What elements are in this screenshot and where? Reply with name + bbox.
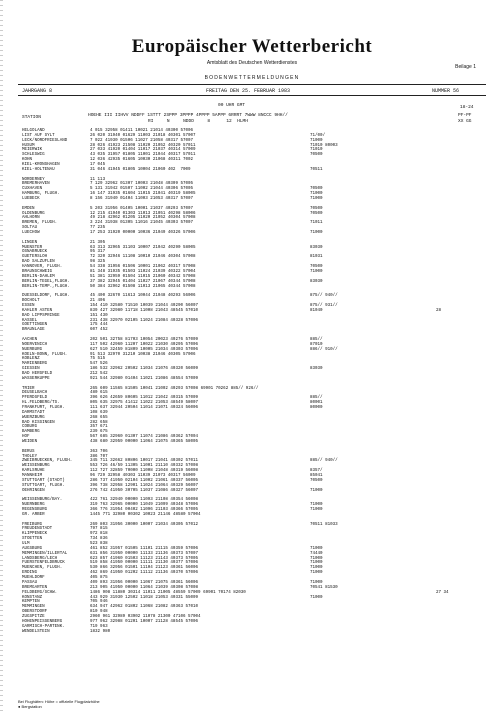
observation-codes: 921 544 32980 01404 11021 21086 48554 57009 — [90, 376, 199, 381]
station-name: BERLIN-DAHLEM — [22, 274, 55, 279]
station-name: ESSEN — [22, 303, 35, 308]
station-name: STOETTEN — [22, 537, 43, 542]
observation-codes: 212 542 — [90, 371, 108, 376]
station-table — [22, 129, 492, 634]
station-name: GARMISCH-PARTENK. — [22, 624, 65, 629]
observation-codes: 54 338 31956 01506 10001 21062 40317 57008 — [90, 265, 196, 270]
station-name: LECK/NORDFRIESLAND — [22, 138, 68, 143]
observation-time: 00 UHR GMT — [218, 103, 246, 108]
station-name: OBERSTDORF — [22, 610, 48, 615]
observation-codes: 810 948 — [90, 610, 108, 615]
observation-codes: 269 803 31956 30000 10007 21034 40305 57012 — [90, 522, 199, 527]
station-name: ULM — [22, 542, 30, 547]
station-name: KONSTANZ — [22, 595, 43, 600]
station-name: BREMGARTEN — [22, 585, 48, 590]
station-name: MEMMINGEN/ILLERTAL — [22, 551, 68, 556]
nummer: NUMMER 56 — [432, 88, 460, 94]
station-name: OSNABRUECK — [22, 250, 48, 255]
station-name: FUERSTENFELDBRUCK — [22, 561, 65, 566]
station-name: LANDSBERG/LECH — [22, 556, 58, 561]
station-name: NUERNBERG — [22, 503, 45, 508]
station-name: HELGOLAND — [22, 129, 45, 133]
divider-header — [18, 95, 486, 96]
supplementary-codes: 71000 — [310, 231, 323, 236]
observation-codes: 805 635 32975 41412 11022 21053 48549 58007 — [90, 401, 199, 406]
station-name: KEMPTEN — [22, 600, 40, 605]
supplementary-codes: 71000 — [310, 503, 323, 508]
supplementary-codes: 71000 — [310, 595, 323, 600]
station-name: KLIPPENECK — [22, 532, 48, 537]
station-name: KIEL-KRONSHAGEN — [22, 163, 60, 168]
supplementary-codes: 80000 — [310, 405, 323, 410]
station-name: BRAUNLAGE — [22, 328, 45, 333]
observation-codes: 422 761 32940 00000 11093 21108 40354 56008 — [90, 498, 199, 503]
station-name: BAD HERSFELD — [22, 371, 53, 376]
supplementary-codes: 74440 — [310, 551, 323, 556]
station-name: DEUSELBACH — [22, 391, 48, 396]
station-name: MEMMINGEN — [22, 605, 45, 610]
station-name: REGENSBURG — [22, 508, 48, 513]
observation-codes: 21 406 — [90, 299, 106, 304]
station-name: MUEHLDORF — [22, 576, 45, 581]
station-name: LUEBECK — [22, 197, 40, 202]
supplementary-codes: 83030 — [310, 245, 323, 250]
table-row — [22, 630, 492, 635]
station-name: PASSAU — [22, 580, 38, 585]
footnote — [18, 700, 100, 709]
station-name: KOHN — [22, 158, 33, 163]
station-name: SCHLESWIG — [22, 153, 45, 158]
observation-codes: 2960 961 32989 03902 11078 21300 47106 57004 — [90, 614, 201, 619]
observation-codes: 553 726 46/59 11305 11001 21110 40332 57008 — [90, 464, 199, 469]
observation-codes: 523 838 — [90, 542, 108, 547]
observation-codes: 386 707 — [90, 454, 108, 459]
observation-codes: 797 815 — [90, 527, 108, 532]
station-name: OEHRINGEN — [22, 488, 45, 493]
observation-codes: 108 639 — [90, 410, 108, 415]
observation-codes: 319 763 32965 00000 11049 21099 40348 57006 — [90, 503, 199, 508]
station-name: BREMEN, FLUGH. — [22, 221, 58, 226]
observation-codes: 3 224 31938 01305 11016 21045 40303 57007 — [90, 221, 194, 226]
supplementary-codes: 71000 — [310, 192, 323, 197]
station-name: HANNOVER, FLUGH. — [22, 265, 63, 270]
supplementary-codes: 71010 — [310, 148, 323, 153]
station-name: BRAUNSCHWEIG — [22, 269, 53, 274]
station-name: CUXHAVEN — [22, 187, 43, 192]
footnote-line-2: ● Bergstation — [18, 703, 42, 709]
observation-codes: 17 253 31920 00000 10036 21049 40326 57006 — [90, 231, 196, 236]
station-name: BAMBERG — [22, 430, 40, 435]
observation-codes: 734 836 — [90, 537, 108, 542]
station-name: KASSEL — [22, 318, 38, 323]
supplementary-codes: 71000 — [310, 138, 323, 143]
station-name: HUSUM — [22, 143, 35, 148]
station-name: BAD KISSINGEN — [22, 420, 55, 425]
observation-codes: 50 384 32962 01508 11013 21065 40344 57008 — [90, 284, 196, 289]
observation-codes: 175 444 — [90, 323, 108, 328]
observation-codes: 8 156 31940 01404 11003 21053 40317 57007 — [90, 197, 194, 202]
supplementary-codes: 70500 — [310, 211, 323, 216]
observation-codes: 98 325 — [90, 260, 106, 265]
observation-codes: 405 875 — [90, 576, 108, 581]
supplementary-codes: 71000 — [310, 269, 323, 274]
section-heading: BODENWETTERMELDUNGEN — [204, 75, 300, 81]
supplementary-codes: 85041 — [310, 474, 323, 479]
observation-codes: 839 427 32980 11718 11008 21043 48545 57010 — [90, 308, 199, 313]
station-name: AUGSBURG — [22, 546, 43, 551]
observation-codes: 5 203 31956 01405 10001 21037 40293 57007 — [90, 206, 194, 211]
observation-codes: 4 015 32958 01411 10021 21014 40300 57006 — [90, 129, 194, 133]
observation-codes: 28 026 41923 21508 11020 21052 40320 57011 — [90, 143, 196, 148]
observation-codes: 12 215 41940 01303 11013 21051 40298 58006 — [90, 211, 196, 216]
station-name: SOLTAU — [22, 226, 38, 231]
observation-codes: 1832 980 — [90, 629, 111, 634]
observation-codes: 345 711 32662 80806 10017 21041 40302 57011 — [90, 459, 199, 464]
station-name: OLDENBURG — [22, 211, 45, 216]
station-name: BERLIN-TEGEL,FLUGH. — [22, 279, 70, 284]
observation-codes: 77 235 — [90, 226, 106, 231]
station-name: BREMERHAVEN — [22, 182, 50, 187]
station-name: KIEL-HOLTENAU — [22, 167, 55, 172]
supplementary-codes: 70511 81033 — [310, 522, 338, 527]
supplementary-codes: 70500 — [310, 265, 323, 270]
observation-codes: 438 680 32959 00000 11064 21075 40365 58005 — [90, 440, 199, 444]
supplementary-codes: 885// — [310, 396, 323, 401]
station-name: NUERBURG — [22, 347, 43, 352]
station-name: KARLSRUHE — [22, 469, 45, 474]
station-name: AHLHORN — [22, 216, 40, 221]
supplementary-codes: 70500 — [310, 153, 323, 158]
report-subtitle: Amtsblatt des Deutschen Wetterdienstes — [206, 60, 298, 66]
observation-codes: 202 501 32758 81703 10054 20023 40276 57009 — [90, 337, 199, 342]
observation-codes: 21 305 — [90, 240, 106, 245]
observation-codes: 154 410 32580 71510 10039 21044 40290 56007 — [90, 303, 199, 308]
report-date: FREITAG DEN 25. FEBRUAR 1983 — [206, 88, 291, 94]
observation-codes: 7 022 41930 01506 11027 21058 40317 57007 — [90, 138, 194, 143]
station-name: DUESSELDORF, FLUGH. — [22, 294, 70, 299]
supplementary-codes: 83030 — [310, 279, 323, 284]
column-right-subheader: XX GG — [458, 119, 472, 124]
observation-codes: 231 438 32970 02105 11024 21084 40328 57006 — [90, 318, 199, 323]
observation-codes: 12 036 42935 01605 10030 21068 40311 7002 — [90, 158, 194, 163]
station-name: ERDING — [22, 571, 38, 576]
station-name: KOBLENZ — [22, 357, 40, 362]
observation-codes: 213 905 41950 00000 11064 21039 40308 57008 — [90, 585, 199, 590]
station-name: FREIBURG — [22, 522, 43, 527]
station-name: BERUS — [22, 449, 35, 454]
station-name: MEIERWIK — [22, 148, 43, 153]
observation-codes: 49 218 42962 01205 11020 21052 40304 57008 — [90, 216, 196, 221]
extra-codes: 28 — [436, 308, 442, 313]
station-name: GIESSEN — [22, 367, 40, 372]
page-edge-binding — [0, 0, 3, 715]
supplementary-codes: 70500 — [310, 478, 323, 483]
observation-codes: 1445 771 32980 00302 10023 21146 48580 57004 — [90, 512, 201, 517]
jahrgang: JAHRGANG 8 — [22, 88, 53, 94]
observation-codes: 37 382 32945 01404 11027 21067 40344 57008 — [90, 279, 196, 284]
observation-codes: 239 675 — [90, 430, 108, 435]
station-name: WENDELSTEIN — [22, 629, 50, 634]
station-name: STUTTGART, FLUGH. — [22, 483, 65, 488]
station-name: FRANKFURT, FLUGH. — [22, 405, 65, 410]
supplementary-codes: 87010 — [310, 342, 323, 347]
supplementary-codes: 71000 — [310, 556, 323, 561]
station-name: MARIENBERG — [22, 362, 48, 367]
station-name: WUERZBURG — [22, 415, 45, 420]
extra-codes: 27 34 — [436, 590, 449, 595]
station-name: GUETERSLOH — [22, 255, 48, 260]
observation-codes: 7 129 32962 01307 10003 21048 40309 57005 — [90, 182, 194, 187]
supplementary-codes: 886// 910// — [310, 347, 338, 352]
supplementary-codes: 71000 — [310, 571, 323, 576]
observation-codes: 623 857 41960 01503 11123 21143 40373 57005 — [90, 556, 199, 561]
station-name: MANNHEIM — [22, 474, 43, 479]
station-name: AACHEN — [22, 337, 38, 342]
station-name: ZUGSPITZE — [22, 614, 45, 619]
observation-codes: 151 430 — [90, 313, 108, 318]
supplementary-codes: 81031 — [310, 255, 323, 260]
station-name: NOERVENICH — [22, 342, 48, 347]
observation-codes: 705 946 — [90, 600, 108, 605]
observation-codes: 719 963 — [90, 624, 108, 629]
supplementary-codes: 71000 — [310, 566, 323, 571]
observation-codes: 16 147 31935 01604 11015 21041 40319 58005 — [90, 192, 196, 197]
report-title: Europäischer Wetterbericht — [131, 36, 373, 57]
station-name: HOF — [22, 435, 30, 440]
observation-codes: 72 320 32946 11108 10010 21046 40304 57008 — [90, 255, 196, 260]
station-name: MUENSTER — [22, 245, 43, 250]
observation-codes: 31 046 41945 01805 10004 21060 402 7009 — [90, 167, 191, 172]
observation-codes: 480 615 — [90, 391, 108, 396]
station-name: WEIDEN — [22, 440, 38, 444]
station-name: PFERDSFELD — [22, 396, 48, 401]
supplementary-codes: 81040 — [310, 308, 323, 313]
supplementary-codes: 71000 — [310, 508, 323, 513]
observation-codes: 357 671 — [90, 425, 108, 430]
supplementary-codes: 70541 81530 — [310, 585, 338, 590]
observation-codes: 443 929 31930 12502 11018 21053 40331 55009 — [90, 595, 199, 600]
observation-codes: 265 609 11565 81505 10041 21002 40293 57008 69901 70262 885// 926// — [90, 386, 259, 391]
station-name: KOELN-BONN, FLUGH. — [22, 352, 68, 357]
observation-codes: 286 737 41950 02104 11002 21061 40337 56005 — [90, 478, 199, 483]
column-codes-subheader: RI N NDDD 8 12 HLMH — [148, 119, 248, 124]
observation-codes: 27 033 41920 01404 11017 21037 40314 57009 — [90, 148, 196, 153]
station-name: BAD SALZUFLEN — [22, 260, 55, 265]
observation-codes: 95 317 — [90, 250, 106, 255]
supplementary-codes: 71000 — [310, 580, 323, 585]
column-right-header: PF-PF — [458, 113, 472, 118]
supplementary-codes: 875// 931// — [310, 303, 338, 308]
station-name: LUECHOW — [22, 231, 40, 236]
station-name: STUTTGART (STADT) — [22, 478, 65, 483]
footnote-line-1: Bei Flughäfen: Höhe = offizielle Flugplatzhöhe — [18, 699, 100, 704]
observation-codes: 631 856 31950 00000 11133 21136 40373 57007 — [90, 551, 199, 556]
observation-codes: 547 526 — [90, 362, 108, 367]
supplementary-codes: 8357/ — [310, 469, 323, 474]
station-name: MUENCHEN, FLUGH. — [22, 566, 63, 571]
observation-codes: 977 962 32988 01201 10007 21128 48545 57006 — [90, 619, 199, 624]
column-codes-header: HOEHE III IIHVV NDDFF 1STTT 2SPPP 3PPPP 4PPPP 5APPP 6RRRT 7WWW 8NCCC 9HH// — [88, 113, 288, 118]
observation-codes: 5 131 31942 01507 11002 21044 40306 57005 — [90, 187, 194, 192]
supplementary-codes: 83030 — [310, 367, 323, 372]
observation-codes: 17 045 — [90, 163, 106, 168]
observation-codes: 530 866 32956 01501 11104 21123 40361 56006 — [90, 566, 199, 571]
observation-codes: 396 626 42659 80605 11012 21042 40315 57009 — [90, 396, 199, 401]
station-name: HOHENPEISSENBERG — [22, 619, 63, 624]
observation-codes: 81 348 31935 01503 11024 21039 40322 57004 — [90, 269, 196, 274]
station-name: GOETTINGEN — [22, 323, 48, 328]
station-name: BAD LIPPSPRINGE — [22, 313, 60, 318]
supplementary-codes: 885// — [310, 337, 323, 342]
observation-codes: 276 742 41950 30705 11037 21086 40327 56007 — [90, 488, 199, 493]
station-name: WEISSENBURG — [22, 464, 50, 469]
station-name: COBURG — [22, 425, 38, 430]
observation-codes: 363 706 — [90, 449, 108, 454]
observation-codes: 282 658 — [90, 420, 108, 425]
observation-codes: 634 947 42962 01802 11068 21082 40363 57010 — [90, 605, 199, 610]
observation-codes: 96 729 32958 40303 11039 21073 40317 56009 — [90, 474, 196, 479]
supplementary-codes: 71/00/ — [310, 133, 326, 138]
divider-top — [18, 84, 486, 85]
station-name: LINGEN — [22, 240, 38, 245]
station-name: THOLEY — [22, 454, 38, 459]
observation-codes: 462 869 41950 01202 11112 21136 40370 57006 — [90, 571, 199, 576]
station-name: KAHLER ASTEN — [22, 308, 53, 313]
station-name: EMDEN — [22, 206, 35, 211]
station-name: FREUDENSTADT — [22, 527, 53, 532]
station-name: WASSERKUPPE — [22, 376, 50, 381]
station-name: NORDERNEY — [22, 177, 45, 182]
supplementary-codes: 885// 940// — [310, 459, 338, 464]
time-range: 18-24 — [460, 105, 474, 110]
observation-codes: 409 893 31956 00000 11067 21075 40361 56006 — [90, 580, 199, 585]
supplementary-codes: 71000 — [310, 546, 323, 551]
observation-codes: 75 515 — [90, 357, 106, 362]
supplementary-codes: 71000 — [310, 488, 323, 493]
observation-codes: 567 685 32960 01307 11074 21086 40362 57004 — [90, 435, 199, 440]
supplementary-codes: 70511 — [310, 167, 323, 172]
observation-codes: 45 400 32670 11613 10044 21048 40293 56006 — [90, 294, 196, 299]
observation-codes: 607 452 — [90, 328, 108, 333]
station-name: LIST AUF SYLT — [22, 133, 55, 138]
observation-codes: 43 035 31957 01805 11001 21044 40317 57011 — [90, 153, 196, 158]
observation-codes: 91 513 32970 31210 10038 21046 40305 57006 — [90, 352, 196, 357]
observation-codes: 112 727 32859 70000 11008 21048 40319 56008 — [90, 469, 199, 474]
station-name: TRIER — [22, 386, 35, 391]
supplementary-codes: 70500 — [310, 187, 323, 192]
station-name: HAMBURG, FLUGH. — [22, 192, 60, 197]
station-name: GR. ARBER — [22, 512, 45, 517]
station-name: ZWEIBRUECKEN, FLUGH. — [22, 459, 73, 464]
observation-codes: 268 655 — [90, 415, 108, 420]
station-name: HL.FELDBERG/TS. — [22, 401, 60, 406]
observation-codes: 51 381 32959 01504 11015 21060 40342 57008 — [90, 274, 196, 279]
supplementary-codes: 71000 — [310, 561, 323, 566]
station-name: WEISSENBURG/BAY. — [22, 498, 63, 503]
observation-codes: 461 852 31957 01505 11101 21115 40359 57006 — [90, 546, 199, 551]
station-name: BOCHOLT — [22, 299, 40, 304]
observation-codes: 396 738 32958 12901 11024 21064 40329 56007 — [90, 483, 199, 488]
column-station-header: STATION — [22, 115, 41, 120]
supplementary-codes: 71000 — [310, 197, 323, 202]
station-name: FELDBERG/SCHW. — [22, 590, 58, 595]
observation-codes: 63 313 32965 31103 10007 21042 40290 58005 — [90, 245, 196, 250]
observation-codes: 366 776 31954 00402 11096 21103 40366 57005 — [90, 508, 199, 513]
observation-codes: 519 858 41950 00000 11111 21130 40377 57006 — [90, 561, 199, 566]
station-name: DARMSTADT — [22, 410, 45, 415]
supplementary-codes: 80001 — [310, 401, 323, 406]
observation-codes: 11 113 — [90, 177, 106, 182]
supplementary-codes: 71011 — [310, 221, 323, 226]
observation-codes: 111 637 32944 20504 11014 21071 40324 56006 — [90, 405, 199, 410]
observation-codes: 1486 908 11880 30314 11011 21005 48559 57009 69901 70174 82030 — [90, 590, 246, 595]
supplementary-codes: 70500 — [310, 206, 323, 211]
observation-codes: 117 502 42960 11207 10022 21030 40295 57006 — [90, 342, 199, 347]
beilage-label: Beilage 1 — [455, 64, 476, 70]
observation-codes: 26 020 31940 01629 11003 21018 40301 57007 — [90, 133, 196, 138]
observation-codes: 972 818 — [90, 532, 108, 537]
observation-codes: 627 510 32459 81809 10005 21034 40303 57006 — [90, 347, 199, 352]
station-name: BERLIN-TEMP.,FLUGH. — [22, 284, 70, 289]
supplementary-codes: 875// 940// — [310, 294, 338, 299]
supplementary-codes: 71010 80003 — [310, 143, 338, 148]
observation-codes: 186 532 32962 20502 11034 21076 40320 56009 — [90, 367, 199, 372]
